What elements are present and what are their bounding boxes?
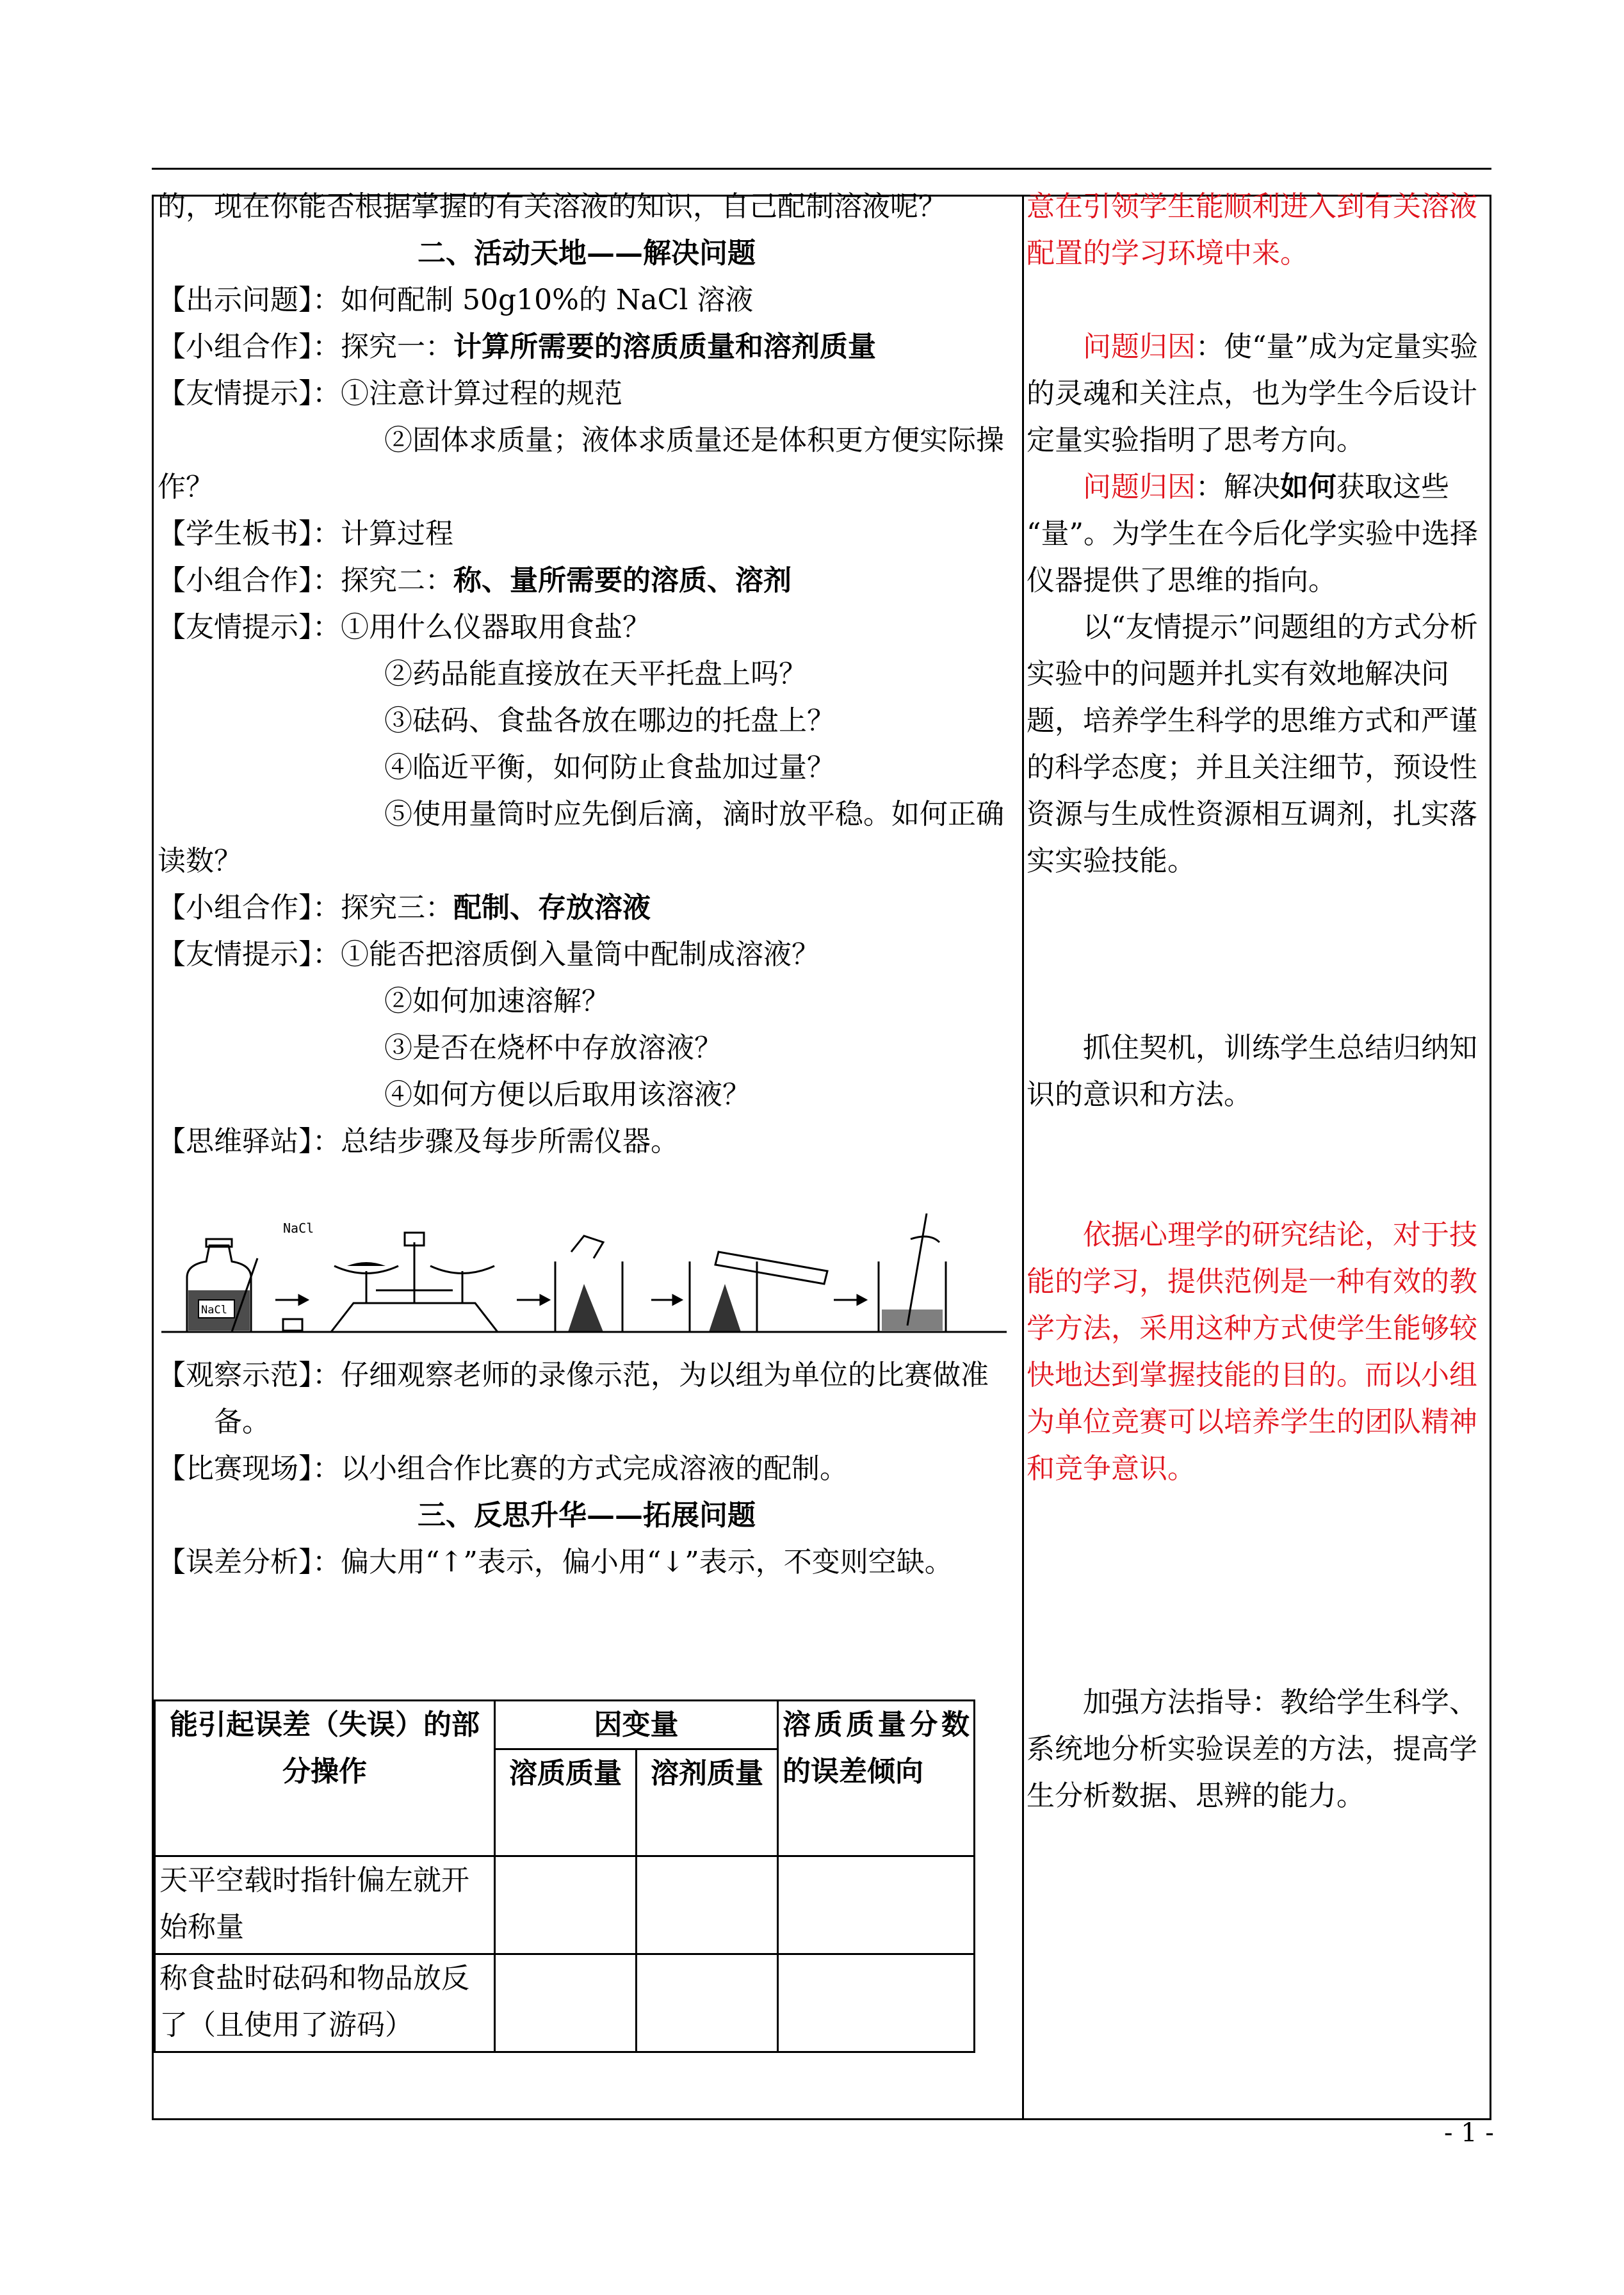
observe-text: ：仔细观察老师的录像示范，为以组为单位的比赛做准备。 (214, 1359, 989, 1438)
think-tag: 【思维驿站】 (158, 1125, 313, 1158)
row2-fraction (778, 1954, 975, 2052)
question-text: ：如何配制 50g10%的 NaCl 溶液 (313, 284, 754, 316)
error-analysis-table (154, 1699, 975, 2053)
group1-topic: 计算所需要的溶质质量和溶剂质量 (453, 330, 876, 363)
right-note-6: 依据心理学的研究结论，对于技能的学习，提供范例是一种有效的教学方法，采用这种方式使学生能够较快地达到掌握技能的目的。而以小组为单位竞赛可以培养学生的团队精神和竞争意识。 (1027, 1219, 1477, 1485)
hint3-b: ②如何加速溶解？ (384, 985, 610, 1018)
right-column (1027, 183, 1489, 1819)
row2-solvent (637, 1954, 778, 2052)
contest-tag: 【比赛现场】 (158, 1452, 313, 1485)
hint1-b (158, 417, 1016, 510)
right-note-3-label: 问题归因 (1083, 471, 1196, 503)
hint2-tag: 【友情提示】 (158, 611, 313, 644)
hint2-b: ②药品能直接放在天平托盘上吗？ (384, 658, 807, 690)
right-note-3-pre: ：解决 (1196, 471, 1280, 503)
group2-line (158, 557, 1016, 604)
observe-tag: 【观察示范】 (158, 1359, 313, 1391)
hint2-a-text: ：①用什么仪器取用食盐？ (313, 611, 651, 644)
group1-line (158, 323, 1016, 370)
right-note-1: 意在引领学生能顺利进入到有关溶液配置的学习环境中来。 (1027, 190, 1477, 270)
right-note-7: 加强方法指导：教给学生科学、系统地分析实验误差的方法，提高学生分析数据、思辨的能力。 (1027, 1686, 1477, 1812)
header-variable: 因变量 (495, 1701, 778, 1749)
error-tag: 【误差分析】 (158, 1546, 313, 1578)
question-tag: 【出示问题】 (158, 284, 313, 316)
group3-tag: 【小组合作】 (158, 891, 313, 924)
header-operation: 能引起误差（失误）的部分操作 (155, 1701, 495, 1856)
bottle-label: NaCl (201, 1304, 227, 1317)
hint2-c: ③砝码、食盐各放在哪边的托盘上？ (384, 704, 835, 737)
hint1-tag: 【友情提示】 (158, 377, 313, 410)
error-line (158, 1539, 1016, 1585)
hint3-c: ③是否在烧杯中存放溶液？ (384, 1032, 722, 1064)
group2-pre: ：探究二： (313, 564, 453, 597)
contest-line (158, 1445, 1016, 1492)
right-note-3-text: 获取这些 “量”。为学生在今后化学实验中选择仪器提供了思维的指向。 (1027, 471, 1478, 597)
hint1-a-text: ：①注意计算过程的规范 (313, 377, 622, 410)
contest-text: ：以小组合作比赛的方式完成溶液的配制。 (313, 1452, 848, 1485)
section2-title: 二、活动天地——解决问题 (418, 237, 756, 270)
board-line (158, 510, 1016, 557)
group1-pre: ：探究一： (313, 330, 453, 363)
right-note-3 (1027, 464, 1489, 604)
right-note-5: 抓住契机，训练学生总结归纳知识的意识和方法。 (1027, 1032, 1477, 1111)
header-fraction: 溶质质量分数的误差倾向 (778, 1701, 975, 1856)
think-line (158, 1118, 1016, 1165)
think-text: ：总结步骤及每步所需仪器。 (313, 1125, 679, 1158)
nacl-label: NaCl (283, 1220, 314, 1236)
board-text: ：计算过程 (313, 517, 453, 550)
right-note-2 (1027, 323, 1489, 464)
section3-title: 三、反思升华——拓展问题 (418, 1499, 756, 1532)
hint2-a (158, 604, 1016, 651)
left-column (158, 183, 1016, 1585)
right-note-2-text: ：使“量”成为定量实验的灵魂和关注点，也为学生今后设计定量实验指明了思考方向。 (1027, 330, 1478, 457)
group3-line (158, 884, 1016, 931)
group2-topic: 称、量所需要的溶质、溶剂 (453, 564, 792, 597)
group2-tag: 【小组合作】 (158, 564, 313, 597)
column-divider (1022, 195, 1024, 2120)
hint3-tag: 【友情提示】 (158, 938, 313, 971)
error-text: ：偏大用“↑”表示，偏小用“↓”表示，不变则空缺。 (313, 1546, 953, 1578)
observe-line (158, 1352, 1016, 1445)
header-solvent-mass: 溶剂质量 (637, 1749, 778, 1856)
hint3-a (158, 931, 1016, 978)
row2-solute (495, 1954, 637, 2052)
row2-operation: 称食盐时砝码和物品放反了（且使用了游码） (155, 1954, 495, 2052)
hint2-d: ④临近平衡，如何防止食盐加过量？ (384, 751, 835, 784)
procedure-illustration (161, 1213, 1007, 1342)
board-tag: 【学生板书】 (158, 517, 313, 550)
row1-fraction (778, 1856, 975, 1954)
group3-pre: ：探究三： (313, 891, 453, 924)
right-note-4: 以“友情提示”问题组的方式分析实验中的问题并扎实有效地解决问题，培养学生科学的思维方式和严谨的科学态度；并且关注细节，预设性资源与生成性资源相互调剂，扎实落实实验技能。 (1027, 611, 1478, 877)
intro-text: 的，现在你能否根据掌握的有关溶液的知识，自己配制溶液呢？ (158, 190, 946, 223)
hint2-e-text: ⑤使用量筒时应先倒后滴，滴时放平稳。如何正确读数？ (158, 798, 1004, 877)
row1-solute (495, 1856, 637, 1954)
page-number: - 1 - (1444, 2118, 1494, 2148)
hint1-b-text: ②固体求质量；液体求质量还是体积更方便实际操作？ (158, 424, 1004, 503)
hint2-e (158, 791, 1016, 884)
top-rule (152, 168, 1491, 170)
hint3-d: ④如何方便以后取用该溶液？ (384, 1078, 751, 1111)
hint3-a-text: ：①能否把溶质倒入量筒中配制成溶液？ (313, 938, 820, 971)
group1-tag: 【小组合作】 (158, 330, 313, 363)
right-note-2-label: 问题归因 (1083, 330, 1196, 363)
right-note-3-bold: 如何 (1280, 471, 1336, 503)
row1-operation: 天平空载时指针偏左就开始称量 (155, 1856, 495, 1954)
header-solute-mass: 溶质质量 (495, 1749, 637, 1856)
question-line (158, 277, 1016, 323)
row1-solvent (637, 1856, 778, 1954)
hint1-a (158, 370, 1016, 417)
group3-topic: 配制、存放溶液 (453, 891, 651, 924)
